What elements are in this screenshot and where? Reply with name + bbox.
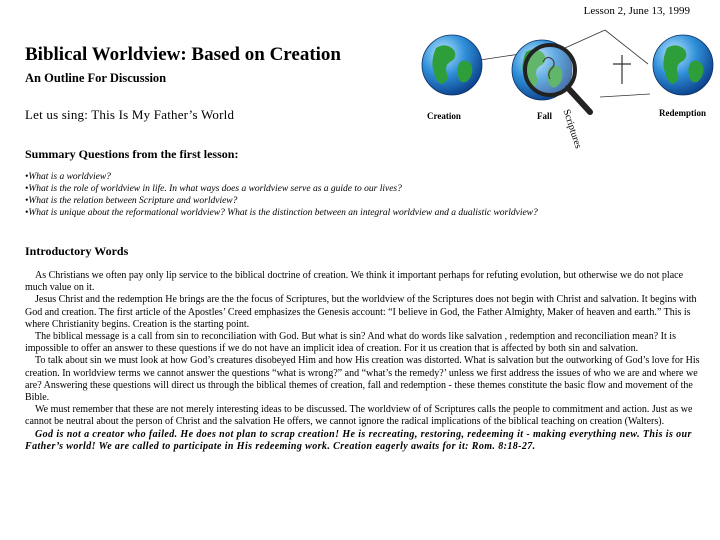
scriptures-label: Scriptures — [560, 108, 584, 150]
connector-line — [565, 30, 605, 48]
intro-paragraph: To talk about sin we must look at how God’s creatures disobeyed Him and how His creation was distorted. What is salvation but the outworking of God’s love for His creation. In worldview terms we cannot answer the questions “what is wrong?” and “what’s the remedy?’ unless we first address the issues of who we are and where we are? Answering these questions will direct us through the biblical themes of creation, fall and redemption - these themes constitute the basic flow and movement of the Bible. — [25, 355, 700, 404]
connector-line — [600, 94, 650, 97]
sing-line: Let us sing: This Is My Father’s World — [25, 107, 235, 122]
summary-question-list — [25, 171, 538, 219]
page-subtitle: An Outline For Discussion — [25, 71, 167, 85]
redemption-globe-icon — [653, 35, 713, 95]
page-title: Biblical Worldview: Based on Creation — [25, 44, 341, 65]
intro-paragraph: The biblical message is a call from sin to reconciliation with God. But what is sin? And what do words like salvation , redemption and reconciliation mean? It is impossible to offer an answer to these questions if we do not have an implicit idea of creation. For it us creation that is affected by both sin and salvation. — [25, 331, 676, 355]
redemption-label: Redemption — [659, 108, 706, 118]
intro-paragraph: Jesus Christ and the redemption He brings are the the focus of Scriptures, but the worldview of the Scriptures does not begin with Christ and salvation. It begins with God and creation. The first article of the Apostles’ Creed emphasizes the Genesis account: “I believe in God, the Father Almighty, Maker of heaven and earth.” This is where Christianity begins. Creation is the starting point. — [25, 294, 697, 330]
question-item: •What is the role of worldview in life. In what ways does a worldview serve as a guide to our lives? — [25, 184, 402, 194]
connector-line — [605, 30, 648, 64]
intro-paragraph: As Christians we often pay only lip service to the biblical doctrine of creation. We think it important perhaps for refuting evolution, but otherwise we do not place much value on it. — [25, 270, 684, 294]
magnifier-icon — [525, 45, 590, 112]
creation-globe-icon — [422, 35, 482, 95]
question-item: •What is unique about the reformational worldview? What is the distinction between an integral worldview and a dualistic worldview? — [25, 208, 538, 218]
intro-body — [25, 270, 705, 453]
worldview-diagram — [400, 22, 720, 150]
closing-statement: God is not a creator who failed. He does not plan to scrap creation! He is recreating, restoring, redeeming it - making everything new. This is our Father’s world! We are called to participate in His redeeming work. Creation eagerly awaits for it: Rom. 8:18-27. — [25, 428, 692, 452]
intro-paragraph: We must remember that these are not merely interesting ideas to be discussed. The worldview of of Scriptures calls the people to commitment and action. Just as we cannot be neutral about the person of Christ and the salvation He offers, we cannot ignore the radical implications of the biblical teaching on creation (Walters). — [25, 404, 693, 428]
fall-label: Fall — [537, 111, 552, 121]
cross-icon — [613, 55, 631, 84]
summary-heading: Summary Questions from the first lesson: — [25, 147, 239, 161]
question-item: •What is a worldview? — [25, 172, 111, 182]
question-item: •What is the relation between Scripture and worldview? — [25, 196, 238, 206]
creation-label: Creation — [427, 111, 461, 121]
intro-heading: Introductory Words — [25, 244, 129, 258]
lesson-date: Lesson 2, June 13, 1999 — [583, 5, 690, 17]
